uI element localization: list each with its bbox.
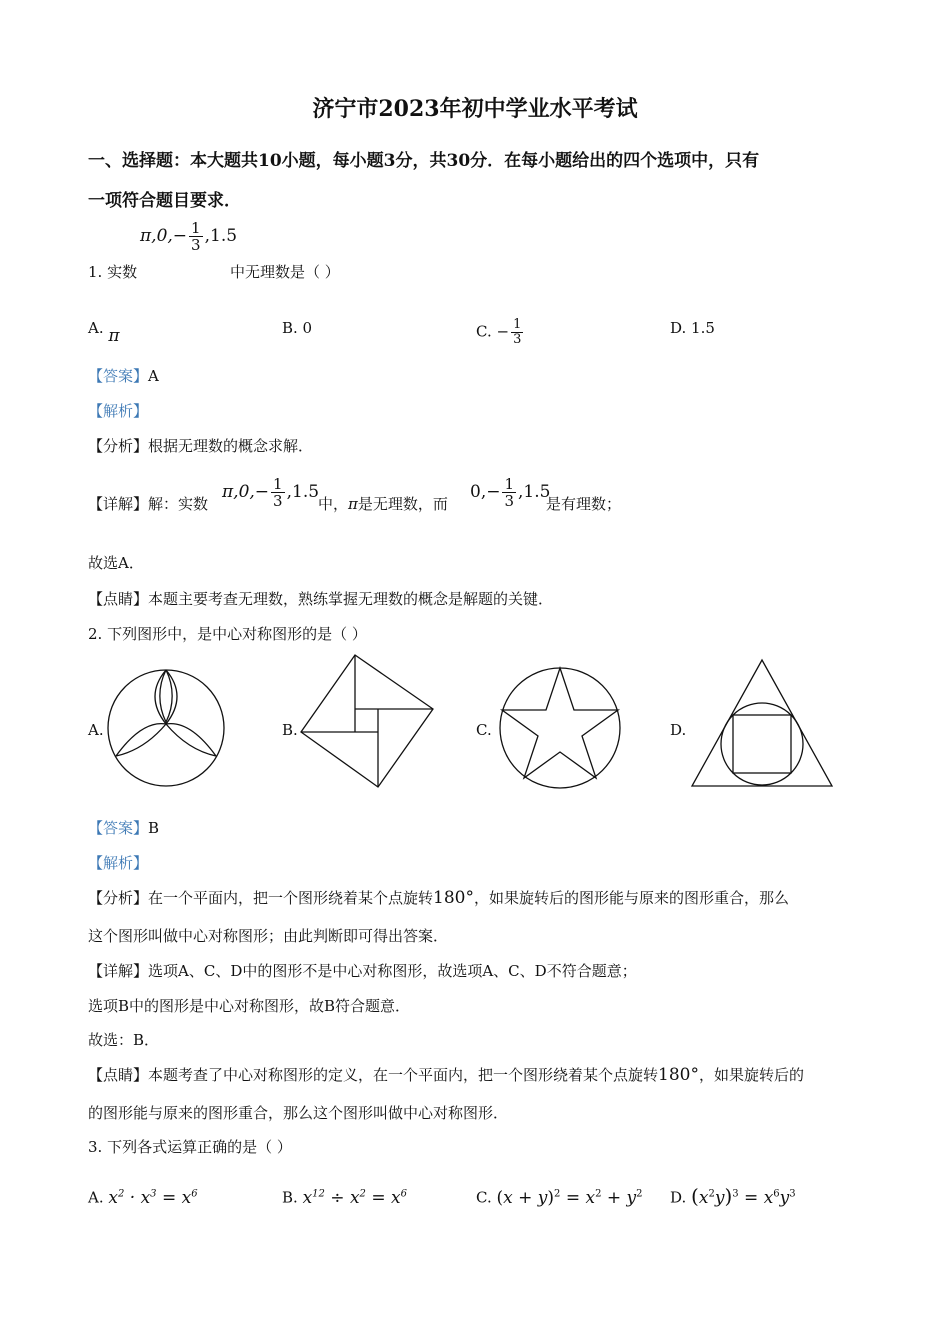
q1-fenxi: 【分析】根据无理数的概念求解． — [88, 437, 314, 455]
q2-figure-d-triangle-circle-square — [688, 656, 836, 792]
q1-expression: π,0,− $\frac{1}{3}$ ,1.5 — [140, 219, 238, 254]
q2-dianjing-line1: 【点睛】本题考查了中心对称图形的定义，在一个平面内，把一个图形绕着某个点旋转180°，如果旋转后的 — [88, 1065, 804, 1085]
q1-option-a[interactable]: A. π — [88, 319, 120, 346]
q2-analysis-tag: 【解析】 — [88, 854, 149, 872]
q3-option-a[interactable]: A. $x^2 \cdot x^3 = x^6$ — [88, 1187, 198, 1208]
q1-option-b[interactable]: B. 0 — [282, 319, 313, 337]
q1-option-c[interactable]: C. − $\frac{1}{3}$ — [476, 317, 522, 347]
q3-stem: 3. 下列各式运算正确的是（ ） — [88, 1138, 292, 1156]
q1-dianjing: 【点睛】本题主要考查无理数，熟练掌握无理数的概念是解题的关键． — [88, 590, 554, 608]
q1-stem-a: 1. 实数 — [88, 263, 138, 281]
q2-option-d[interactable]: D. — [670, 721, 687, 739]
q1-detail-d: 是有理数； — [546, 495, 622, 513]
q1-detail: 【详解】解：实数 — [88, 495, 209, 513]
section-heading-line2: 一项符合题目要求． — [88, 191, 241, 211]
q2-detail-line2: 选项B中的图形是中心对称图形，故B符合题意． — [88, 997, 411, 1015]
q2-stem: 2. 下列图形中，是中心对称图形的是（ ） — [88, 625, 367, 643]
q1-detail-expr2: 0,− $\frac{1}{3}$ ,1.5 — [470, 475, 551, 510]
q2-dianjing-line2: 的图形能与原来的图形重合，那么这个图形叫做中心对称图形． — [88, 1104, 509, 1122]
q2-figure-c-star-circle — [496, 664, 624, 792]
q2-conclusion: 故选：B． — [88, 1031, 160, 1049]
page-title: 济宁市2023年初中学业水平考试 — [312, 96, 638, 122]
q1-detail-b: 中，π是无理数，而 — [318, 495, 448, 513]
q2-option-a[interactable]: A. — [88, 721, 104, 739]
q1-conclusion: 故选A． — [88, 554, 144, 572]
q2-detail-line1: 【详解】选项A、C、D中的图形不是中心对称图形，故选项A、C、D不符合题意； — [88, 962, 637, 980]
q1-answer: 【答案】A — [88, 367, 159, 385]
q2-fenxi-line2: 这个图形叫做中心对称图形；由此判断即可得出答案． — [88, 927, 449, 945]
q2-figure-b-square-pinwheel — [298, 652, 438, 792]
q2-answer: 【答案】B — [88, 819, 160, 837]
q3-option-b[interactable]: B. $x^{12} \div x^2 = x^6$ — [282, 1187, 407, 1208]
q1-analysis-tag: 【解析】 — [88, 402, 149, 420]
q2-fenxi-line1: 【分析】在一个平面内，把一个图形绕着某个点旋转180°，如果旋转后的图形能与原来的图形重合，那么 — [88, 888, 789, 908]
q1-detail-expr1: π,0,− $\frac{1}{3}$ ,1.5 — [222, 475, 320, 510]
q2-figure-a-circle-arcs — [104, 666, 228, 790]
q3-option-c[interactable]: C. $(x + y)^2 = x^2 + y^2$ — [476, 1187, 643, 1208]
q2-option-b[interactable]: B. — [282, 721, 298, 739]
q1-stem-b: 中无理数是（ ） — [230, 263, 340, 281]
q1-option-d[interactable]: D. 1.5 — [670, 319, 715, 337]
section-heading-line1: 一、选择题：本大题共10小题，每小题3分，共30分．在每小题给出的四个选项中，只有 — [88, 151, 760, 171]
q3-option-d[interactable]: D. $(x^2y)^3 = x^6y^3$ — [670, 1183, 796, 1208]
q2-option-c[interactable]: C. — [476, 721, 492, 739]
